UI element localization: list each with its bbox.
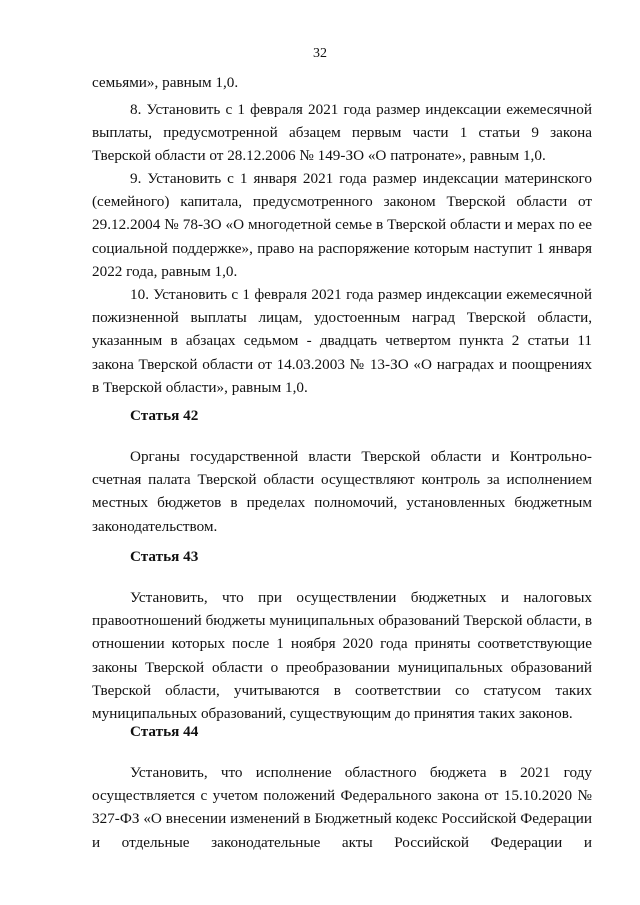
paragraph-continuation xyxy=(92,71,592,94)
article-42-heading: Статья 42 xyxy=(130,407,199,424)
paragraph-text: 8. Установить с 1 февраля 2021 года размер индексации ежемесячной выплаты, предусмотренной абзацем первым части 1 статьи 9 закона Тверской области от 28.12.2006 № 149-ЗО «О патронате», равным 1,0. xyxy=(92,101,592,165)
paragraph-text: семьями», равным 1,0. xyxy=(92,74,239,91)
paragraph-text: 9. Установить с 1 января 2021 года размер индексации материнского (семейного) капитала, предусмотренного законом Тверской области от 29.12.2004 № 78-ЗО «О многодетной семье в Тверской области и мерах по ее социальной поддержке», право на распоряжение которым наступит 1 января 2022 года, равным 1,0. xyxy=(92,170,592,280)
paragraph-text: 10. Установить с 1 февраля 2021 года размер индексации ежемесячной пожизненной выплаты лицам, удостоенным наград Тверской области, указанным в абзацах седьмом - двадцать четвертом пункта 2 статьи 11 закона Тверской области от 14.03.2003 № 13-ЗО «О наградах и поощрениях в Тверской области», равным 1,0. xyxy=(92,286,592,396)
paragraph-item-10 xyxy=(92,283,592,399)
article-43-body xyxy=(92,586,592,725)
paragraph-text: Органы государственной власти Тверской области и Контрольно-счетная палата Тверской области осуществляют контроль за исполнением местных бюджетов в пределах полномочий, установленных бюджетным законодательством. xyxy=(92,448,592,535)
article-44-body xyxy=(92,761,592,854)
article-42-body xyxy=(92,445,592,538)
article-43-heading: Статья 43 xyxy=(130,548,199,565)
paragraph-item-9 xyxy=(92,167,592,283)
paragraph-item-8 xyxy=(92,98,592,168)
paragraph-text: Установить, что при осуществлении бюджетных и налоговых правоотношений бюджеты муниципальных образований Тверской области, в отношении которых после 1 ноября 2020 года приняты соответствующие законы Тверской области о преобразовании муниципальных образований Тверской области, учитываются в соответствии со статусом таких муниципальных образований, существующим до принятия таких законов. xyxy=(92,589,592,723)
article-44-heading: Статья 44 xyxy=(130,723,199,740)
page-number: 32 xyxy=(313,46,327,61)
paragraph-text: Установить, что исполнение областного бюджета в 2021 году осуществляется с учетом положений Федерального закона от 15.10.2020 № 327-ФЗ «О внесении изменений в Бюджетный кодекс Российской Федерации и отдельные законодательные акты Российской Федерации и xyxy=(92,764,592,851)
